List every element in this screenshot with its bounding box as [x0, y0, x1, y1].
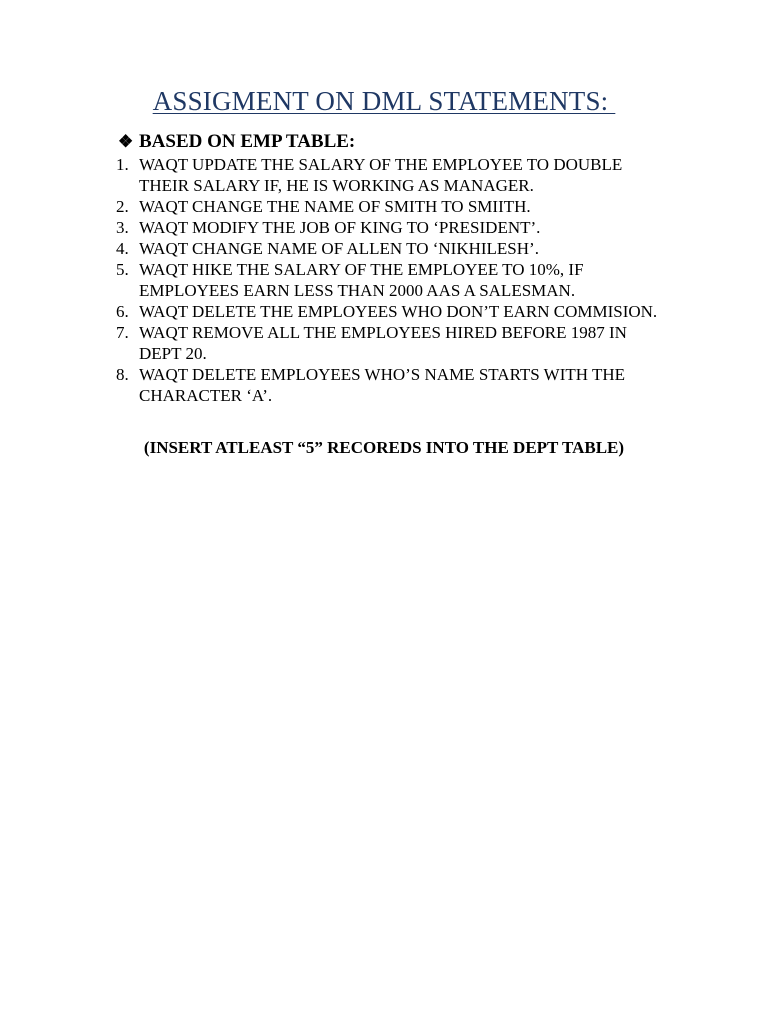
list-item-text: WAQT REMOVE ALL THE EMPLOYEES HIRED BEFORE 1987 IN DEPT 20. [139, 323, 627, 363]
list-item-text: WAQT MODIFY THE JOB OF KING TO ‘PRESIDENT’. [139, 218, 541, 237]
list-item-number: 4. [116, 239, 129, 258]
list-item-number: 2. [116, 197, 129, 216]
list-item-number: 1. [116, 155, 129, 174]
list-item-text: WAQT CHANGE THE NAME OF SMITH TO SMIITH. [139, 197, 531, 216]
list-item [0, 259, 768, 301]
list-item-text: WAQT DELETE THE EMPLOYEES WHO DON’T EARN COMMISION. [139, 302, 658, 321]
list-item [0, 238, 768, 259]
list-item-text: WAQT DELETE EMPLOYEES WHO’S NAME STARTS WITH THE CHARACTER ‘A’. [139, 365, 626, 405]
section-heading [118, 131, 355, 153]
insert-records-note: (INSERT ATLEAST “5” RECOREDS INTO THE DEPT TABLE) [143, 438, 625, 457]
list-item-number: 5. [116, 260, 129, 279]
page-title: ASSIGMENT ON DML STATEMENTS: [152, 86, 616, 116]
list-item [0, 364, 768, 406]
list-item [0, 196, 768, 217]
list-item-number: 8. [116, 365, 129, 384]
list-item-text: WAQT UPDATE THE SALARY OF THE EMPLOYEE TO DOUBLE THEIR SALARY IF, HE IS WORKING AS MANAGER. [139, 155, 623, 195]
list-item [0, 154, 768, 196]
list-item-number: 6. [116, 302, 129, 321]
list-item-number: 7. [116, 323, 129, 342]
list-item-number: 3. [116, 218, 129, 237]
list-item-text: WAQT CHANGE NAME OF ALLEN TO ‘NIKHILESH’. [139, 239, 539, 258]
list-item [0, 217, 768, 238]
diamond-bullet-icon: ❖ [118, 132, 134, 151]
question-list [0, 154, 768, 406]
section-heading-text: BASED ON EMP TABLE: [139, 131, 356, 152]
list-item [0, 301, 768, 322]
list-item [0, 322, 768, 364]
list-item-text: WAQT HIKE THE SALARY OF THE EMPLOYEE TO 10%, IF EMPLOYEES EARN LESS THAN 2000 AAS A SALESMAN. [139, 260, 584, 300]
